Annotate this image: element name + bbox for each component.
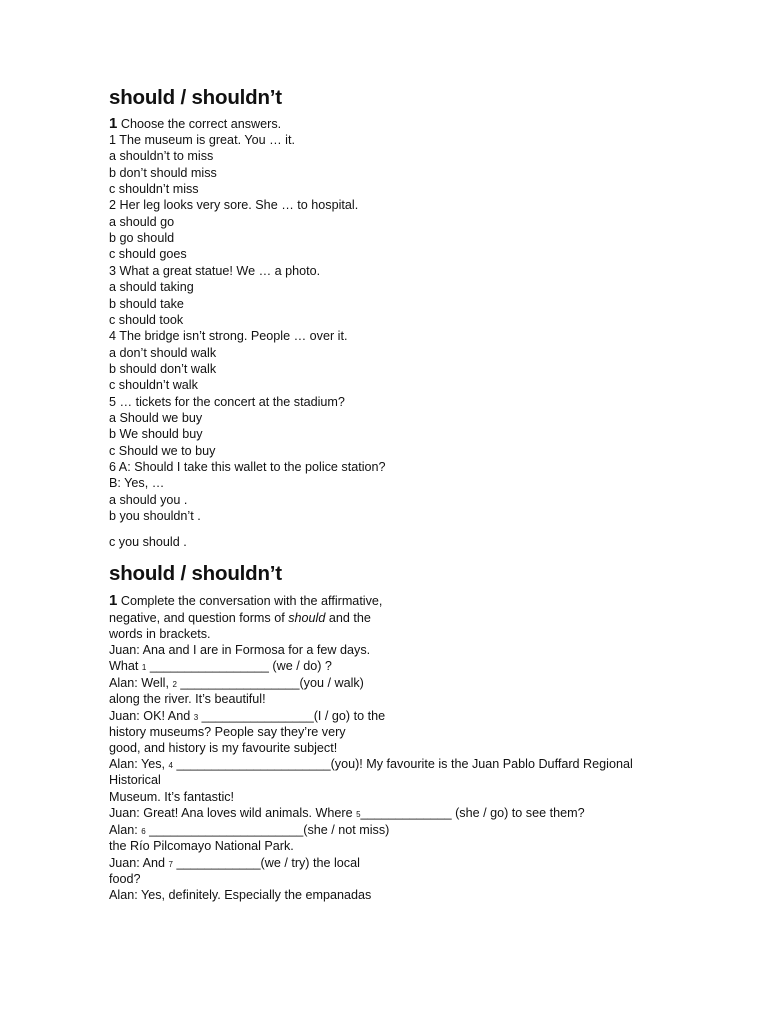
gap-number: 3	[193, 713, 199, 722]
question-line: 4 The bridge isn’t strong. People … over it.	[109, 329, 348, 344]
dialogue-line	[109, 659, 332, 675]
answer-option: b go should	[109, 231, 175, 246]
dialogue-text: _____________ (she / go) to see them?	[360, 806, 585, 820]
dialogue-line	[109, 823, 389, 839]
dialogue-text: What	[109, 659, 142, 673]
dialogue-line: history museums? People say they’re very	[109, 725, 346, 739]
answer-option: b We should buy	[109, 427, 203, 442]
dialogue-text: Alan: Well,	[109, 676, 173, 690]
gap-number: 2	[172, 680, 177, 689]
gap-number: 4	[168, 761, 173, 770]
dialogue-text: ______________________(she / not miss)	[145, 823, 390, 837]
question-line: 3 What a great statue! We … a photo.	[109, 263, 321, 278]
dialogue-line: Juan: Ana and I are in Formosa for a few days.	[109, 643, 371, 657]
exercise-number: 1	[109, 592, 118, 609]
dialogue-line	[109, 676, 364, 692]
exercise-number: 1	[109, 115, 118, 132]
gap-number: 7	[168, 860, 173, 869]
instruction-text: and the	[325, 611, 371, 625]
dialogue-text: ______________________(you)! My favourite is the Juan Pablo Duffard Regional	[172, 757, 633, 771]
gap-number: 6	[141, 827, 146, 836]
answer-option: a don’t should walk	[109, 345, 217, 360]
question-line: 6 A: Should I take this wallet to the police station?	[109, 460, 386, 474]
answer-option: a should you .	[109, 492, 188, 507]
question-line: B: Yes, …	[109, 476, 165, 491]
gap-number: 1	[141, 663, 147, 672]
dialogue-line: Alan: Yes, definitely. Especially the empanadas	[109, 888, 372, 902]
dialogue-text: Juan: Great! Ana loves wild animals. Where	[109, 806, 357, 820]
answer-option: c shouldn’t walk	[109, 378, 198, 393]
dialogue-line	[109, 856, 360, 872]
section-2-instruction-line-2	[109, 611, 371, 626]
question-line: 2 Her leg looks very sore. She … to hospital.	[109, 198, 359, 213]
section-2-instruction-line-1	[109, 593, 382, 609]
instruction-italic-word: should	[288, 611, 326, 625]
dialogue-text: _________________(you / walk)	[176, 676, 364, 690]
dialogue-line: Museum. It’s fantastic!	[109, 790, 235, 804]
dialogue-text: Alan:	[109, 823, 142, 837]
answer-option: b should take	[109, 296, 184, 311]
dialogue-text: Alan: Yes,	[109, 757, 169, 771]
instruction-text: Complete the conversation with the affirmative,	[120, 594, 383, 608]
dialogue-line: food?	[109, 872, 141, 886]
answer-option: a should taking	[109, 280, 194, 295]
answer-option: c shouldn’t miss	[109, 182, 199, 197]
section-2-instruction-line-3: words in brackets.	[109, 627, 211, 641]
dialogue-text: _________________ (we / do) ?	[146, 659, 332, 673]
instruction-text: Choose the correct answers.	[120, 117, 282, 131]
answer-option: c should goes	[109, 247, 187, 262]
dialogue-line: the Río Pilcomayo National Park.	[109, 839, 294, 853]
dialogue-line	[109, 806, 585, 822]
answer-option: b you shouldn’t .	[109, 509, 201, 524]
answer-option: c you should .	[109, 535, 187, 550]
section-1-instruction-line	[109, 116, 281, 132]
answer-option: a Should we buy	[109, 410, 203, 425]
question-line: 5 … tickets for the concert at the stadium?	[109, 394, 345, 409]
dialogue-text: ____________(we / try) the local	[172, 856, 360, 870]
dialogue-line: Historical	[109, 773, 161, 787]
answer-option: a shouldn’t to miss	[109, 149, 214, 164]
answer-option: a should go	[109, 214, 175, 229]
instruction-text: negative, and question forms of	[109, 611, 289, 625]
answer-option: b should don’t walk	[109, 361, 217, 376]
dialogue-line	[109, 757, 633, 773]
dialogue-text: Juan: And	[109, 856, 169, 870]
dialogue-line: good, and history is my favourite subject!	[109, 741, 338, 755]
answer-option: c should took	[109, 312, 184, 327]
gap-number: 5	[356, 810, 361, 819]
section-2-title: should / shouldn’t	[109, 562, 282, 585]
dialogue-line: along the river. It’s beautiful!	[109, 692, 266, 706]
answer-option: b don’t should miss	[109, 165, 217, 180]
section-1-title: should / shouldn’t	[109, 86, 282, 109]
question-line: 1 The museum is great. You … it.	[109, 133, 295, 147]
dialogue-line	[109, 709, 385, 725]
dialogue-text: ________________(I / go) to the	[198, 709, 386, 723]
answer-option: c Should we to buy	[109, 443, 216, 458]
dialogue-text: Juan: OK! And	[109, 709, 194, 723]
